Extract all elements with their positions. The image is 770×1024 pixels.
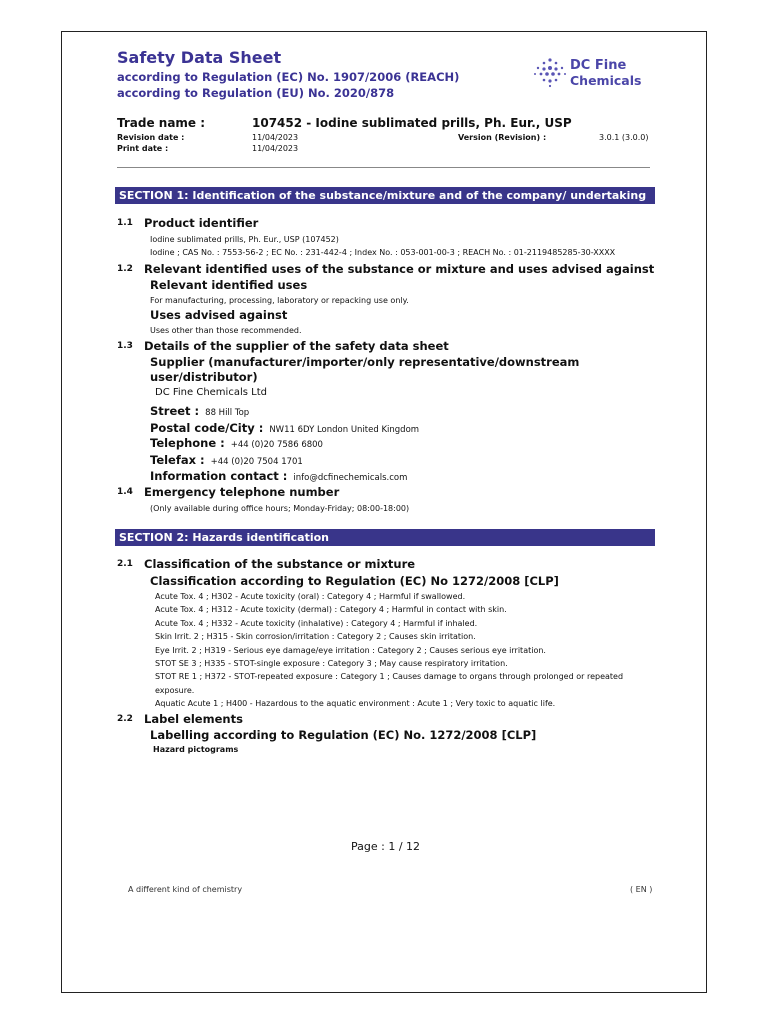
uses-advised-against-text: Uses other than those recommended. xyxy=(150,326,302,335)
logo-dots-icon xyxy=(532,56,568,88)
telephone-label: Telephone : xyxy=(150,436,225,450)
page-number: Page : 1 / 12 xyxy=(351,840,421,853)
logo-line-2: Chemicals xyxy=(570,73,642,88)
trade-name-value: 107452 - Iodine sublimated prills, Ph. Eur., USP xyxy=(252,116,572,130)
header-divider xyxy=(117,167,650,168)
print-date-label: Print date : xyxy=(117,144,169,153)
section-2-2-number: 2.2 xyxy=(117,714,133,724)
hazard-item: exposure. xyxy=(155,685,195,695)
street-label: Street : xyxy=(150,404,200,418)
telephone-row xyxy=(150,436,323,450)
regulation-line-2: according to Regulation (EU) No. 2020/878 xyxy=(117,86,395,100)
product-identifier-line-2: Iodine ; CAS No. : 7553-56-2 ; EC No. : 231-442-4 ; Index No. : 053-001-00-3 ; REACH No. : 01-2119485285-30-XXXX xyxy=(150,248,616,257)
postal-value: NW11 6DY London United Kingdom xyxy=(269,425,420,435)
street-row xyxy=(150,404,249,418)
product-identifier-line-1: Iodine sublimated prills, Ph. Eur., USP (107452) xyxy=(150,235,339,244)
telephone-value: +44 (0)20 7586 6800 xyxy=(230,440,323,450)
footer-language: ( EN ) xyxy=(630,885,653,894)
hazard-pictograms-label: Hazard pictograms xyxy=(153,745,239,754)
section-2-2-title: Label elements xyxy=(144,712,243,726)
section-1-4-number: 1.4 xyxy=(117,487,133,497)
trade-name-label: Trade name : xyxy=(117,116,206,130)
labelling-heading: Labelling according to Regulation (EC) No. 1272/2008 [CLP] xyxy=(150,728,537,742)
version-value: 3.0.1 (3.0.0) xyxy=(599,133,649,142)
regulation-line-1: according to Regulation (EC) No. 1907/2006 (REACH) xyxy=(117,70,460,84)
postal-label: Postal code/City : xyxy=(150,421,264,435)
revision-date-value: 11/04/2023 xyxy=(252,133,299,142)
document-page xyxy=(61,31,707,993)
info-contact-value: info@dcfinechemicals.com xyxy=(293,473,408,483)
section-2-1-title: Classification of the substance or mixture xyxy=(144,557,416,571)
supplier-heading: Supplier (manufacturer/importer/only representative/downstream xyxy=(150,355,580,369)
section-1-3-number: 1.3 xyxy=(117,341,133,351)
info-contact-row xyxy=(150,469,407,483)
emergency-hours-text: (Only available during office hours; Monday-Friday; 08:00-18:00) xyxy=(150,504,410,513)
hazard-item: STOT RE 1 ; H372 - STOT-repeated exposure : Category 1 ; Causes damage to organs through prolonged or repeated xyxy=(155,672,624,682)
identified-uses-text: For manufacturing, processing, laboratory or repacking use only. xyxy=(150,296,409,305)
hazard-item: Skin Irrit. 2 ; H315 - Skin corrosion/irritation : Category 2 ; Causes skin irritation. xyxy=(155,632,476,642)
company-name: DC Fine Chemicals Ltd xyxy=(155,387,267,398)
hazard-item: Aquatic Acute 1 ; H400 - Hazardous to the aquatic environment : Acute 1 ; Very toxic to aquatic life. xyxy=(155,699,556,709)
telefax-value: +44 (0)20 7504 1701 xyxy=(210,457,303,467)
company-logo xyxy=(532,56,652,92)
hazard-item: Acute Tox. 4 ; H332 - Acute toxicity (inhalative) : Category 4 ; Harmful if inhaled. xyxy=(155,618,478,628)
section-2-header: SECTION 2: Hazards identification xyxy=(115,529,655,546)
section-1-4-title: Emergency telephone number xyxy=(144,485,340,499)
telefax-label: Telefax : xyxy=(150,453,205,467)
footer-slogan: A different kind of chemistry xyxy=(128,885,243,894)
section-1-2-number: 1.2 xyxy=(117,264,133,274)
section-1-3-title: Details of the supplier of the safety data sheet xyxy=(144,339,449,353)
section-1-header: SECTION 1: Identification of the substance/mixture and of the company/ undertaking xyxy=(115,187,655,204)
hazard-item: Eye Irrit. 2 ; H319 - Serious eye damage/eye irritation : Category 2 ; Causes serious eye irritation. xyxy=(155,645,546,655)
supplier-heading-cont: user/distributor) xyxy=(150,370,258,384)
section-1-1-title: Product identifier xyxy=(144,216,259,230)
logo-line-1: DC Fine xyxy=(570,58,627,73)
print-date-value: 11/04/2023 xyxy=(252,144,299,153)
identified-uses-heading: Relevant identified uses xyxy=(150,278,308,292)
classification-heading: Classification according to Regulation (EC) No 1272/2008 [CLP] xyxy=(150,574,559,588)
uses-advised-against-heading: Uses advised against xyxy=(150,308,288,322)
hazard-item: Acute Tox. 4 ; H302 - Acute toxicity (oral) : Category 4 ; Harmful if swallowed. xyxy=(155,592,466,601)
hazard-item: Acute Tox. 4 ; H312 - Acute toxicity (dermal) : Category 4 ; Harmful in contact with skin. xyxy=(155,605,507,615)
postal-row xyxy=(150,421,419,435)
section-1-2-title: Relevant identified uses of the substance or mixture and uses advised against xyxy=(144,262,655,276)
info-contact-label: Information contact : xyxy=(150,469,288,483)
revision-date-label: Revision date : xyxy=(117,133,185,142)
hazard-item: STOT SE 3 ; H335 - STOT-single exposure : Category 3 ; May cause respiratory irritation. xyxy=(155,659,508,668)
street-value: 88 Hill Top xyxy=(205,408,250,418)
section-1-1-number: 1.1 xyxy=(117,218,133,228)
version-label: Version (Revision) : xyxy=(458,133,547,142)
section-2-1-number: 2.1 xyxy=(117,559,133,569)
document-title: Safety Data Sheet xyxy=(117,48,282,67)
telefax-row xyxy=(150,453,303,467)
